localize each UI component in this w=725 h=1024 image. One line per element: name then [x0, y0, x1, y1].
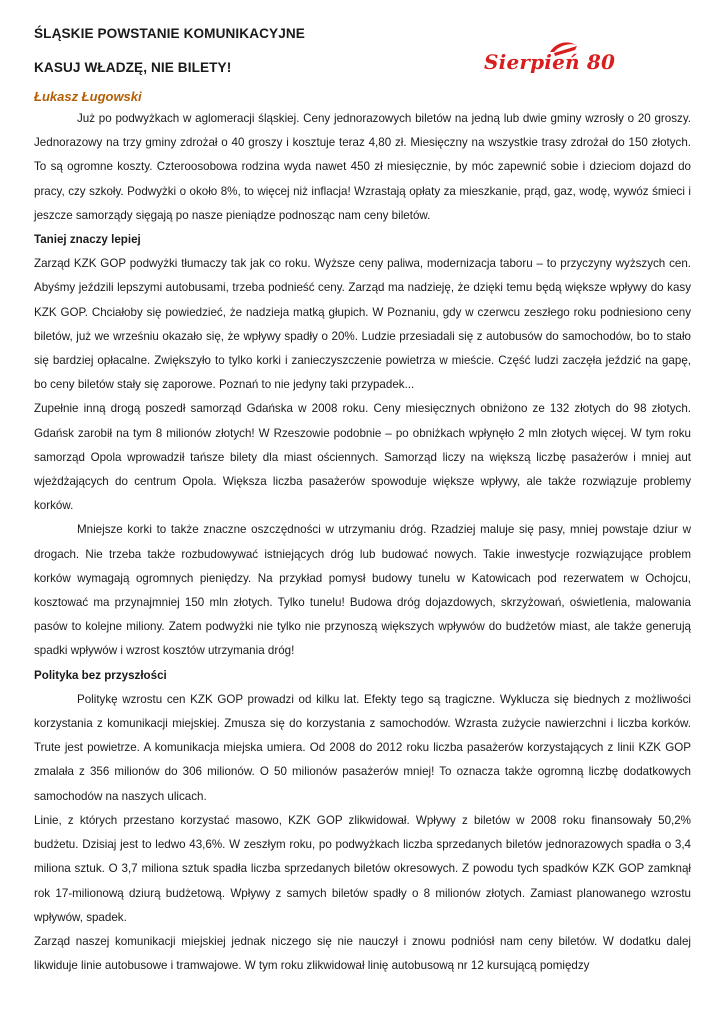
paragraph-7: Zarząd naszej komunikacji miejskiej jednak niczego się nie nauczył i znowu podniósł nam ceny biletów. W dodatku dalej likwiduje linie autobusowe i tramwajowe. W tym roku zlikwidował linię autobusową nr 12 kursującą pomiędzy: [34, 934, 691, 973]
section-heading-polityka: Polityka bez przyszłości: [34, 668, 167, 682]
section-heading-taniej: Taniej znaczy lepiej: [34, 233, 141, 247]
paragraph-2: Zarząd KZK GOP podwyżki tłumaczy tak jak co roku. Wyższe ceny paliwa, modernizacja taboru – to przyczyny wyższych cen. Abyśmy jeździli lepszymi autobusami, trzeba podnieść ceny. Zarząd ma nadzieję, że dzięki temu będą większe wpływy do kasy KZK GOP. Chciałoby się powiedzieć, że nadzieja matką głupich. W Poznaniu, gdy w czerwcu zeszłego roku podniesiono ceny biletów, już we wrześniu okazało się, że wpływy spadły o 20%. Ludzie przesiadali się z autobusów do samochodów, bo to stało się bardziej opłacalne. Zwiększyło to tylko korki i zanieczyszczenie powietrza w mieście. Część ludzi zaczęła jeździć na gapę, bo ceny biletów stały się zaporowe. Poznań to nie jedyny taki przypadek...: [34, 257, 691, 392]
paragraph-1: Już po podwyżkach w aglomeracji śląskiej. Ceny jednorazowych biletów na jedną lub dwie gminy wzrosły o 20 groszy. Jednorazowy na trzy gminy zdrożał o 40 groszy i kosztuje teraz 4,80 zł. Miesięczny na wszystkie trasy zdrożał do 150 złotych. To są ogromne koszty. Czteroosobowa rodzina wyda nawet 450 zł miesięcznie, by móc zapewnić sobie i dzieciom dojazd do pracy, czy szkoły. Podwyżki o około 8%, to więcej niż inflacja! Wzrastają opłaty za mieszkanie, prąd, gaz, wodę, wywóz śmieci i jeszcze samorządy sięgają po nasze pieniądze podnosząc nam ceny biletów.: [34, 112, 691, 222]
paragraph-5: Politykę wzrostu cen KZK GOP prowadzi od kilku lat. Efekty tego są tragiczne. Wyklucza się biednych z możliwości korzystania z komunikacji miejskiej. Zmusza się do korzystania z samochodów. Wzrasta zużycie nawierzchni i liczba korków. Trute jest powietrze. A komunikacja miejska umiera. Od 2008 do 2012 roku liczba pasażerów korzystających z linii KZK GOP zmalała z 356 milionów do 306 milionów. O 50 milionów pasażerów mniej! To oznacza także ogromną liczbę dodatkowych samochodów na naszych ulicach.: [34, 692, 691, 803]
document-page: [34, 24, 691, 978]
paragraph-3: Zupełnie inną drogą poszedł samorząd Gdańska w 2008 roku. Ceny miesięcznych obniżono ze 132 złotych do 98 złotych. Gdańsk zarobił na tym 8 milionów złotych! W Rzeszowie podobnie – po obniżkach wpłynęło 2 mln złotych więcej. W tym roku samorząd Opola wprowadził tańsze bilety dla miast ościennych. Samorząd liczy na większą liczbę pasażerów i mniej aut wjeżdżających do centrum Opola. Większa liczba pasażerów spowoduje większe wpływy, ale także rozwiązuje problemy korków.: [34, 402, 691, 513]
logo-text: Sierpień 80: [484, 50, 616, 74]
paragraph-4: Mniejsze korki to także znaczne oszczędności w utrzymaniu dróg. Rzadziej maluje się pasy, mniej powstaje dziur w drogach. Nie trzeba także rozbudowywać istniejących dróg lub budować nowych. Takie inwestycje rozwiązujące problem korków wymagają ogromnych pieniędzy. Na przykład pomysł budowy tunelu w Katowicach pod rezerwatem w Ochojcu, kosztować ma przynajmniej 150 mln złotych. Tylko tunelu! Budowa dróg dojazdowych, skrzyżowań, oświetlenia, malowania pasów to kolejne miliony. Zatem podwyżki nie tylko nie przynoszą większych wpływów do budżetów miast, ale także generują spadki wpływów i wzrost kosztów utrzymania dróg!: [34, 523, 691, 658]
document-subtitle: KASUJ WŁADZĘ, NIE BILETY!: [34, 60, 232, 75]
author-name: Łukasz Ługowski: [34, 89, 142, 104]
document-title: ŚLĄSKIE POWSTANIE KOMUNIKACYJNE: [34, 26, 305, 41]
paragraph-6: Linie, z których przestano korzystać masowo, KZK GOP zlikwidował. Wpływy z biletów w 2008 roku finansowały 50,2% budżetu. Dzisiaj jest to ledwo 43,6%. W zeszłym roku, po podwyżkach liczba sprzedanych biletów jednorazowych spadła o 3,4 miliona sztuk. O 3,7 miliona sztuk spadła liczba sprzedanych biletów okresowych. Z powodu tych spadków KZK GOP zamknął rok 17-milionową dziurą budżetową. Wpływy z samych biletów spadły o 8 milionów złotych. Zamiast planowanego wzrostu wpływów, spadek.: [34, 813, 691, 924]
